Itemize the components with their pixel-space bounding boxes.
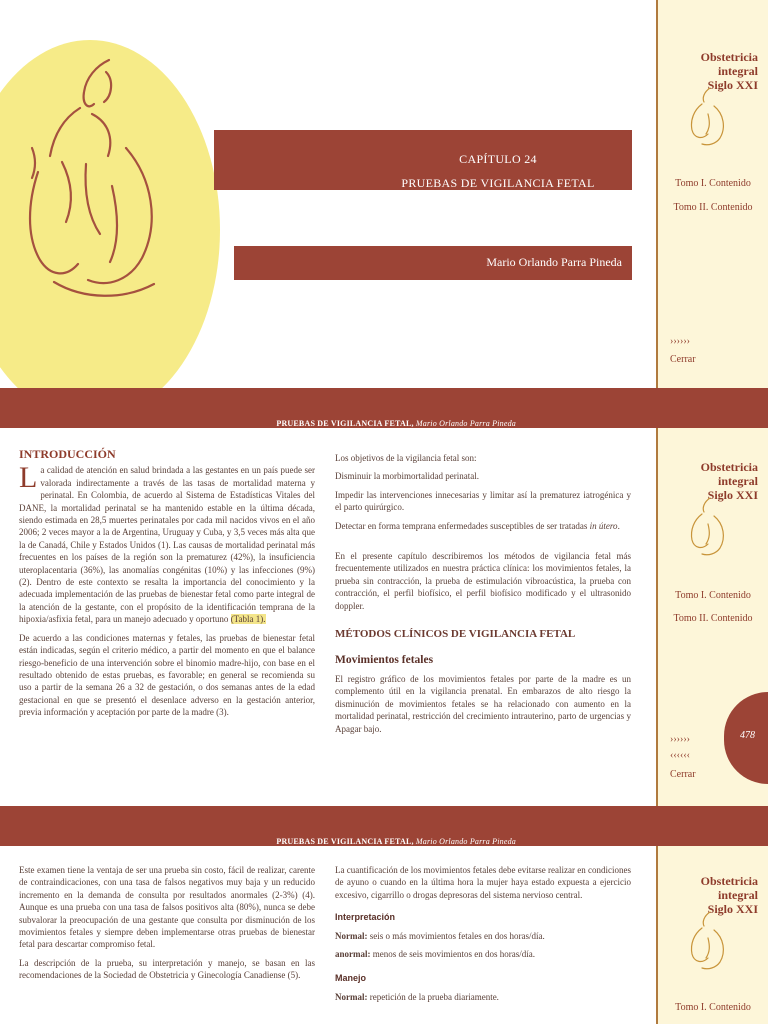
examen-paragraph: Este examen tiene la ventaja de ser una prueba sin costo, fácil de realizar, carente de contraindicaciones, con una tasa de falsos negativos muy baja y un reducido incremento en la demanda de consulta por resultados anormales (2-3%) (4). Aunque es una prueba con una tasa de falsos positivos alta (80%), nunca se debe subvalorar la preocupación de una gestante que consulta por disminución de los movimientos fetales y siempre deben implementarse otras pruebas de bienestar fetal para descartar compromiso fetal.	[19, 865, 315, 950]
book-logo-icon	[680, 908, 736, 972]
running-head	[276, 837, 516, 846]
abnormal-label: anormal:	[335, 949, 371, 960]
objective-text: Detectar en forma temprana enfermedades susceptibles de ser tratadas	[335, 520, 588, 531]
intro-heading: INTRODUCCIÓN	[19, 447, 116, 461]
table1-reference-link[interactable]: (Tabla 1).	[230, 614, 266, 625]
movements-paragraph: El registro gráfico de los movimientos fetales por parte de la madre es un complemento útil en la vigilancia prenatal. En embarazos de alto riesgo la disminución de movimientos fetales se ha relacionado con aumento en la mortalidad perinatal, restricción del crecimiento intrauterino, parto de urgencias y Apagar bajo.	[335, 673, 631, 734]
abnormal-line	[335, 948, 631, 960]
objective-item	[335, 520, 631, 532]
content-page-479	[0, 806, 768, 1024]
close-link[interactable]: Cerrar	[670, 354, 696, 365]
author-box	[234, 246, 632, 280]
book-title-line1: Obstetricia integral	[700, 460, 758, 488]
manejo-normal-label: Normal:	[335, 991, 368, 1002]
pregnant-woman-sketch	[14, 52, 164, 312]
running-head-bar-right	[656, 806, 768, 846]
objective-item: Disminuir la morbimortalidad perinatal.	[335, 471, 479, 482]
running-head-bar	[0, 388, 656, 428]
manejo-normal-text: repetición de la prueba diariamente.	[369, 991, 499, 1002]
cuantificacion-paragraph: La cuantificación de los movimientos fetales debe evitarse realizar en condiciones de ayuno o cuando en la última hora la mujer haya estado expuesta a ejercicio excesivo, cigarrillo o drogas depresoras del sistema nervioso central.	[335, 865, 631, 900]
normal-label: Normal:	[335, 930, 368, 941]
section-heading: MÉTODOS CLÍNICOS DE VIGILANCIA FETAL	[335, 628, 576, 641]
intro-text-1: a calidad de atención en salud brindada a las gestantes en un país puede ser valorada indirectamente a través de las tasas de mortalidad materna y perinatal. En Colombia, de acuerdo al Sistema de Estadísticas Vitales del DANE, la mortalidad perinatal se ha mantenido estable en la última década, siendo estimada en 28,5 muertes perinatales por cada mil nacidos vivos en el año 2006; 2 veces mayor a la de Argentina, Uruguay y Cuba, y 3,5 veces más alta que la de Canadá, Chile y Estados Unidos (1). Las causas de mortalidad perinatal más frecuentes en los países de la región son la prematurez (42%), la insuficiencia uteroplacentaria (36%), las anomalías congénitas (10%) y las infecciones (9%) (2). Dentro de este contexto se resalta la importancia del conocimiento y la adecuada implementación de las pruebas de bienestar fetal como parte integral de la atención de la gestante, con el propósito de la identificación temprana de la hipoxia/asfixia fetal, para un manejo adecuado y oportuno	[19, 465, 315, 625]
methods-paragraph: En el presente capítulo describiremos los métodos de vigilancia fetal más frecuentemente utilizados en nuestra práctica clínica: los movimientos fetales, la prueba sin contracción, la prueba de estimulación vibroacústica, la prueba con contracción, el perfil biofísico, el perfil biofísico modificado y el ultrasonido doppler.	[335, 551, 631, 611]
left-column	[19, 448, 315, 725]
normal-text: seis o más movimientos fetales en dos horas/día.	[369, 930, 545, 941]
tomo1-link[interactable]: Tomo I. Contenido	[675, 178, 751, 189]
running-head	[276, 419, 516, 428]
drop-cap: L	[19, 461, 38, 495]
running-head-title: PRUEBAS DE VIGILANCIA FETAL,	[276, 837, 414, 846]
right-column	[335, 864, 631, 1009]
book-title-line2: Siglo XXI	[707, 902, 758, 916]
tomo2-link[interactable]: Tomo II. Contenido	[673, 613, 753, 624]
content-page-478	[0, 388, 768, 806]
book-title-line2: Siglo XXI	[707, 78, 758, 92]
chapter-title-box	[214, 130, 632, 190]
prev-page-arrows[interactable]: ‹‹‹‹‹‹	[670, 750, 690, 761]
book-title-line2: Siglo XXI	[707, 488, 758, 502]
chapter-title: PRUEBAS DE VIGILANCIA FETAL	[401, 176, 595, 190]
interpretacion-heading: Interpretación	[335, 912, 396, 923]
manejo-line	[335, 991, 631, 1003]
manejo-heading: Manejo	[335, 973, 367, 984]
subsection-heading: Movimientos fetales	[335, 654, 434, 667]
objective-period: .	[617, 520, 620, 531]
cover-page	[0, 0, 768, 388]
objective-italic: in útero	[589, 520, 618, 531]
intro-paragraph-2: De acuerdo a las condiciones maternas y fetales, las pruebas de bienestar fetal están indicadas, según el criterio médico, a partir del momento en que el balance riesgo-beneficio de una intervención sobre el binomio madre-hijo, con base en el resultado obtenido de estas pruebas, es favorable; en general se recomienda su uso a partir de la semana 26 a 32 de gestación, o dos semanas antes de la edad gestacional en que se presentó el desenlace adverso en la gestación anterior, previa información y aceptación por parte de la madre (3).	[19, 632, 315, 718]
right-column	[335, 452, 631, 741]
chapter-number: CAPÍTULO 24	[459, 152, 537, 166]
book-title-line1: Obstetricia integral	[700, 874, 758, 902]
book-logo-icon	[680, 84, 736, 148]
sidebar-nav	[656, 0, 768, 388]
next-page-arrows[interactable]: ››››››	[670, 336, 690, 347]
book-title-line1: Obstetricia integral	[700, 50, 758, 78]
running-head-author: Mario Orlando Parra Pineda	[415, 419, 516, 428]
normal-line	[335, 930, 631, 942]
tomo2-link[interactable]: Tomo II. Contenido	[673, 202, 753, 213]
abnormal-text: menos de seis movimientos en dos horas/día.	[372, 949, 535, 960]
intro-paragraph-1	[19, 461, 315, 625]
author-name: Mario Orlando Parra Pineda	[486, 255, 622, 269]
close-link[interactable]: Cerrar	[670, 769, 696, 780]
tomo1-link[interactable]: Tomo I. Contenido	[675, 590, 751, 601]
page-number: 478	[740, 730, 755, 741]
tomo1-link[interactable]: Tomo I. Contenido	[675, 1002, 751, 1013]
left-column	[19, 864, 315, 988]
running-head-title: PRUEBAS DE VIGILANCIA FETAL,	[276, 419, 414, 428]
next-page-arrows[interactable]: ››››››	[670, 734, 690, 745]
running-head-bar	[0, 806, 656, 846]
objective-item: Impedir las intervenciones innecesarias y limitar así la prematurez iatrogénica y el parto quirúrgico.	[335, 489, 631, 513]
objectives-intro: Los objetivos de la vigilancia fetal son:	[335, 453, 477, 463]
running-head-author: Mario Orlando Parra Pineda	[415, 837, 516, 846]
running-head-bar-right	[656, 388, 768, 428]
sidebar-nav	[656, 846, 768, 1024]
descripcion-paragraph: La descripción de la prueba, su interpretación y manejo, se basan en las recomendaciones de la Sociedad de Obstetricia y Ginecología Canadiense (5).	[19, 957, 315, 981]
book-logo-icon	[680, 494, 736, 558]
